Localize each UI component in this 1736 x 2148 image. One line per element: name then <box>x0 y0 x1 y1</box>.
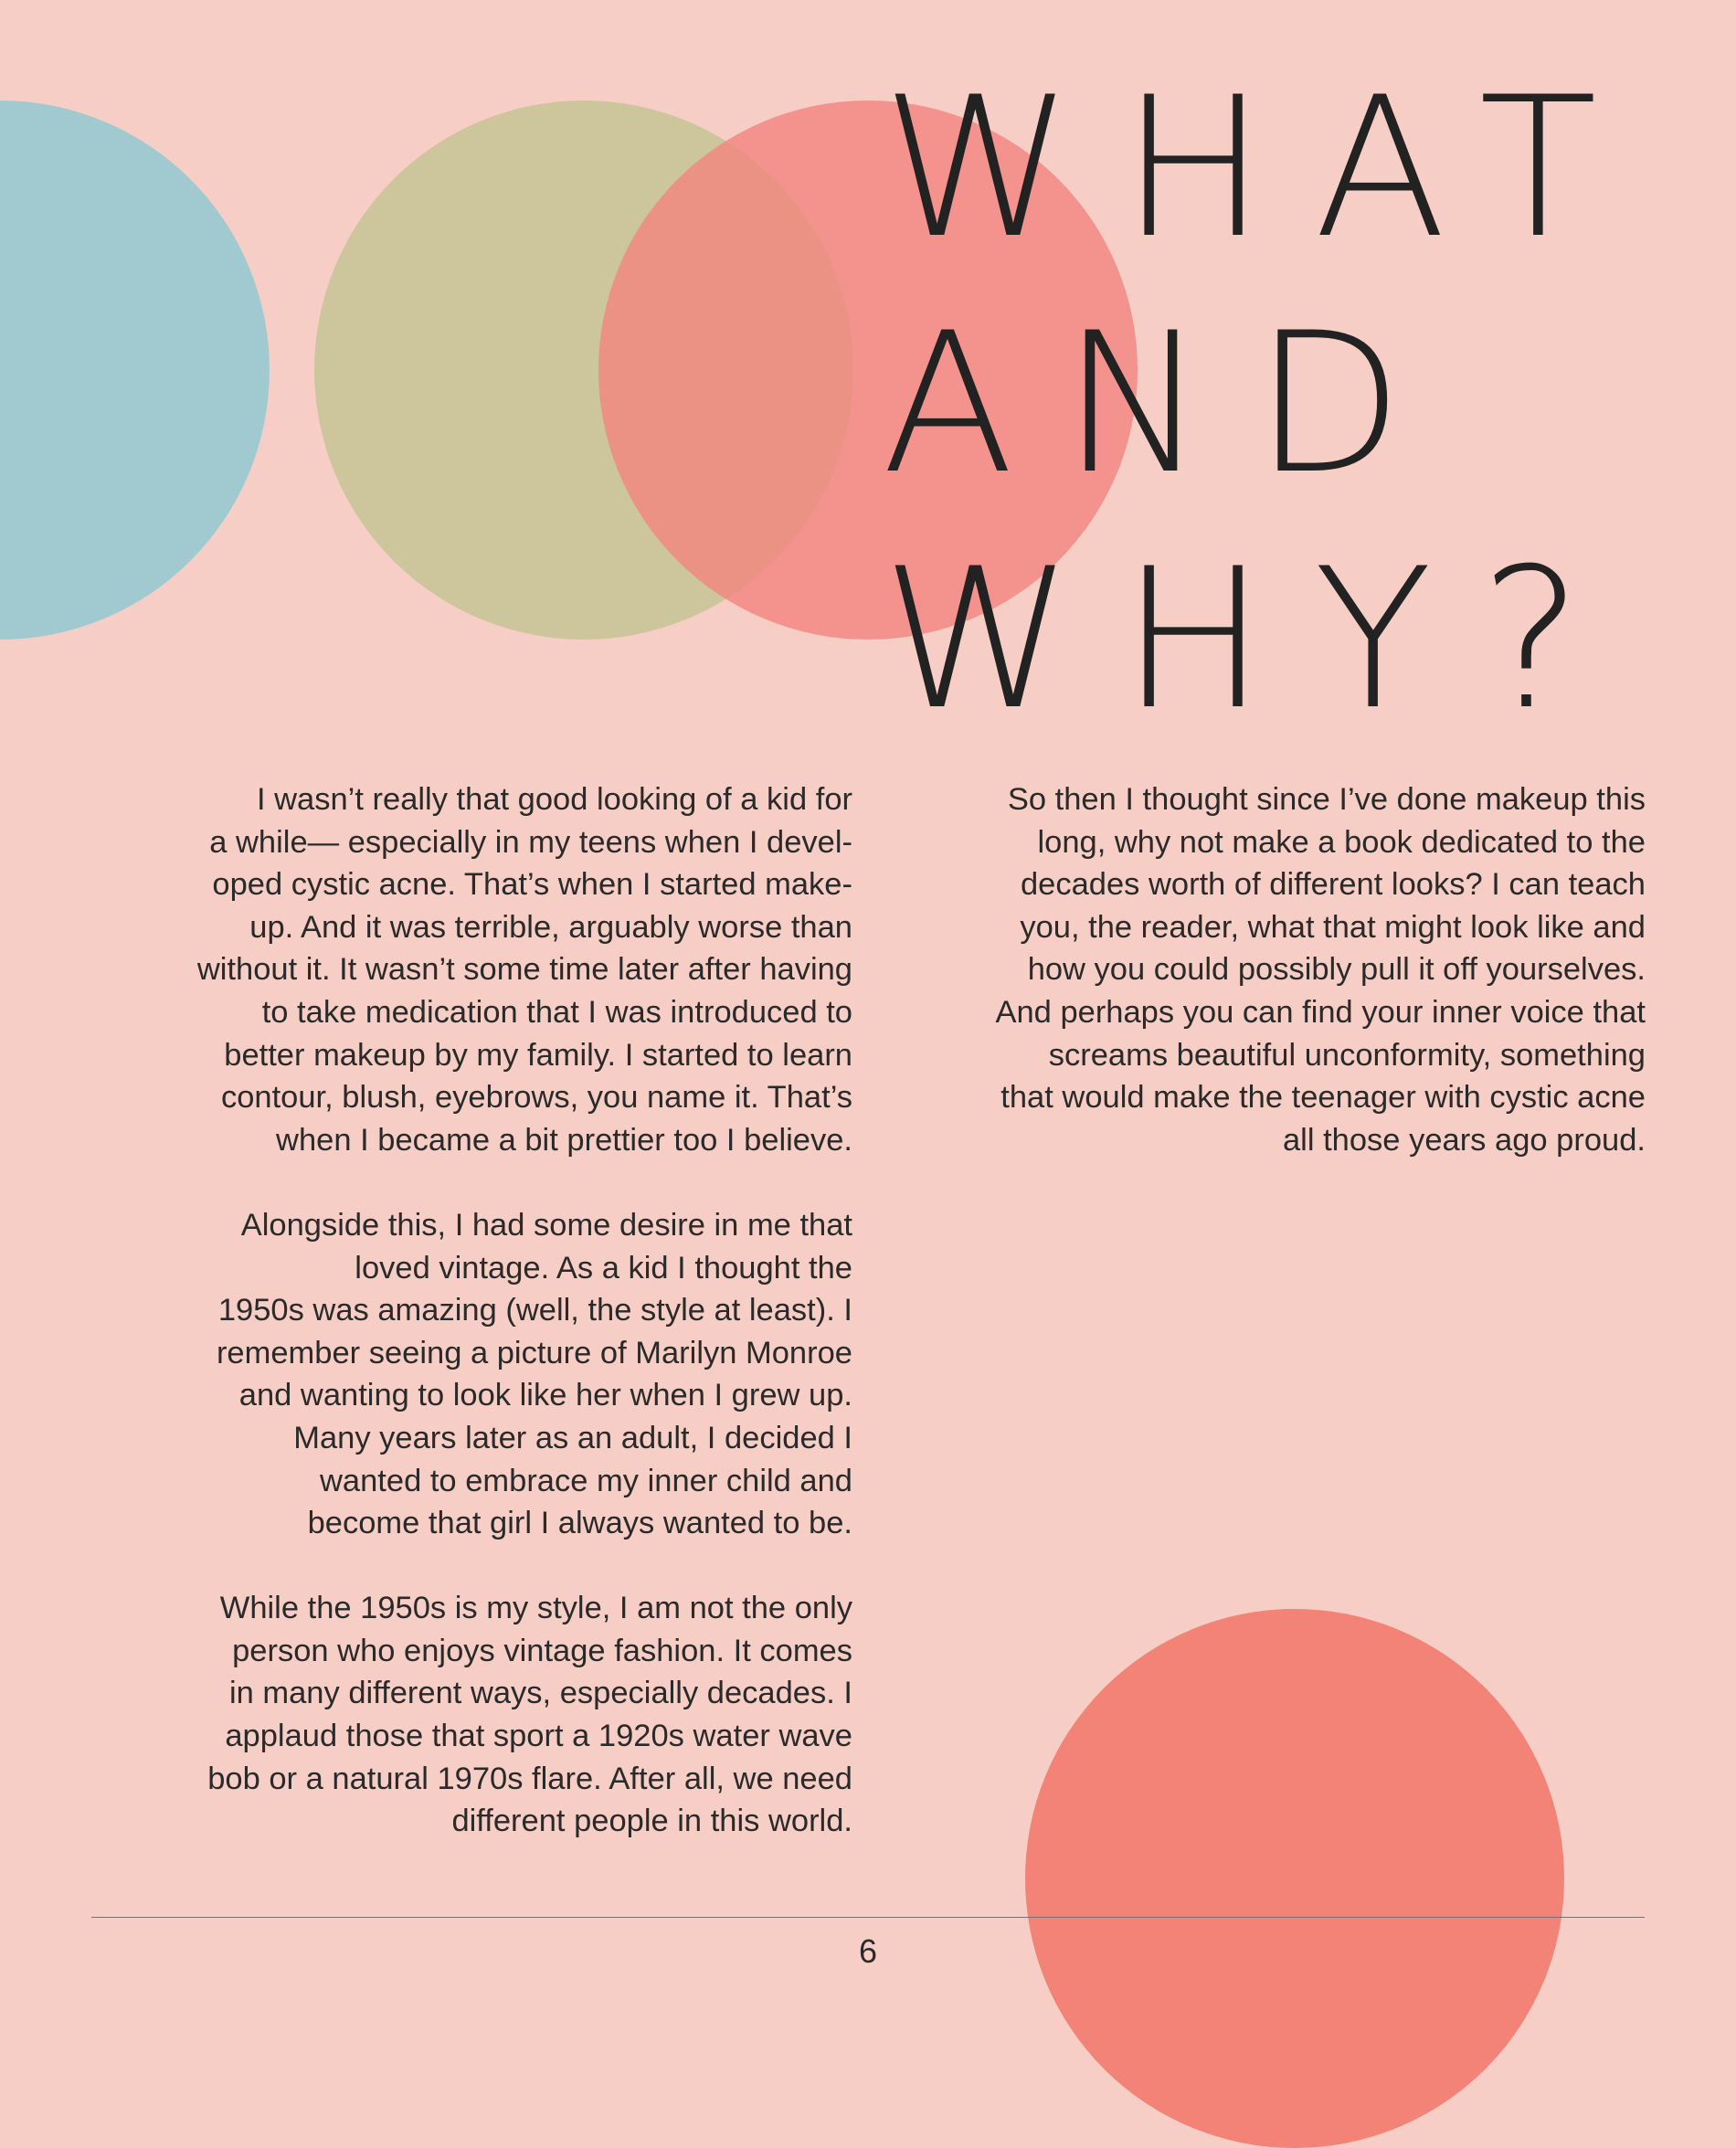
left-text-column <box>87 778 852 1843</box>
paragraph-book-purpose: So then I thought since I’ve done makeup this long, why not make a book dedicated to the decades worth of different looks? I can teach you, the reader, what that might look like and how you could possibly pull it off yourselves. And perhaps you can find your inner voice that screams beautiful unconformity, something that would make the teenager with cystic acne all those years ago proud. <box>995 782 1646 1158</box>
page-title <box>882 50 1645 757</box>
decorative-circle-blue <box>0 101 270 640</box>
paragraph-intro: I wasn’t really that good looking of a kid for a while— especially in my teens when I devel- oped cystic acne. That’s when I started make- up. And it was terrible, arguably worse than without it. It wasn’t some time later after having to take medication that I was introduced to better makeup by my family. I started to learn contour, blush, eyebrows, you name it. That’s when I became a bit prettier too I believe. <box>196 782 852 1158</box>
title-line-why: WHY? <box>882 526 1631 752</box>
paragraph-vintage: Alongside this, I had some desire in me that loved vintage. As a kid I thought the 1950s was amazing (well, the style at least). I remember seeing a picture of Marilyn Monroe and wanting to look like her when I grew up. Many years later as an adult, I decided I wanted to embrace my inner child and become that girl I always wanted to be. <box>216 1207 852 1541</box>
title-line-what: WHAT <box>882 55 1646 280</box>
paragraph-decades: While the 1950s is my style, I am not the only person who enjoys vintage fashion. It comes in many different ways, especially decades. I applaud those that sport a 1920s water wave bob or a natural 1970s flare. After all, we need different people in this world. <box>207 1591 852 1839</box>
right-text-column <box>877 778 1646 1161</box>
page-number: 6 <box>858 1932 878 1970</box>
title-line-and: AND <box>882 291 1451 516</box>
footer-divider <box>91 1917 1645 1918</box>
decorative-circle-coral <box>1025 1609 1564 2148</box>
